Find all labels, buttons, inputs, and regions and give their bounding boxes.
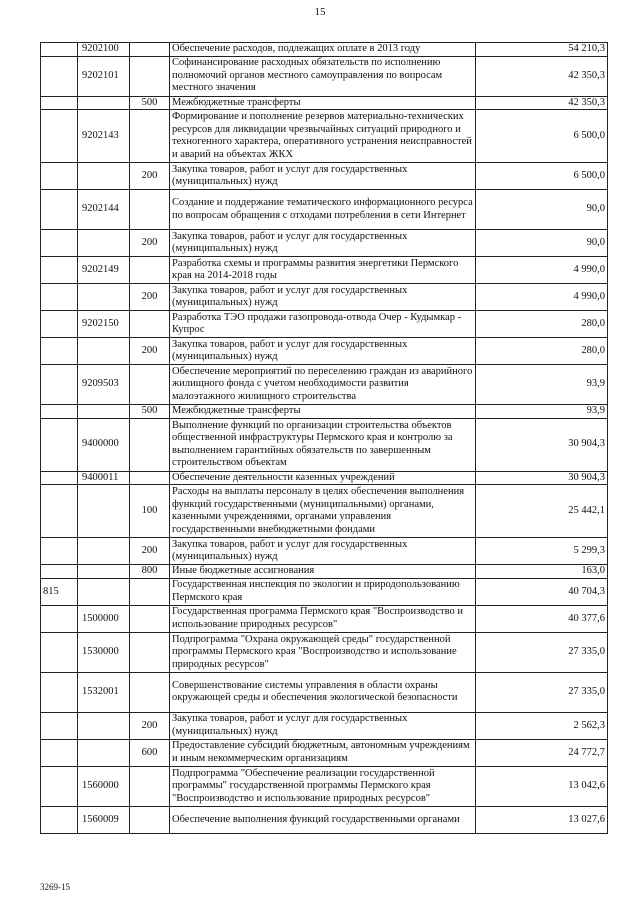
expense-type-cell: 500 bbox=[130, 405, 170, 419]
department-code-cell bbox=[41, 418, 78, 471]
amount-cell: 40 704,3 bbox=[476, 578, 608, 605]
table-row bbox=[41, 766, 608, 806]
expense-type-cell bbox=[130, 578, 170, 605]
table-row bbox=[41, 538, 608, 565]
amount-cell: 25 442,1 bbox=[476, 485, 608, 538]
target-code-cell: 9202100 bbox=[78, 43, 130, 57]
department-code-cell bbox=[41, 471, 78, 485]
expense-type-cell: 200 bbox=[130, 538, 170, 565]
table-row bbox=[41, 284, 608, 311]
expense-type-cell bbox=[130, 766, 170, 806]
amount-cell: 13 027,6 bbox=[476, 806, 608, 833]
department-code-cell bbox=[41, 806, 78, 833]
target-code-cell bbox=[78, 96, 130, 110]
description-cell: Межбюджетные трансферты bbox=[170, 405, 476, 419]
table-row bbox=[41, 338, 608, 365]
amount-cell: 24 772,7 bbox=[476, 739, 608, 766]
amount-cell: 93,9 bbox=[476, 365, 608, 405]
expense-type-cell bbox=[130, 365, 170, 405]
description-cell: Совершенствование системы управления в области охраны окружающей среды и обеспечения экологической безопасности bbox=[170, 672, 476, 712]
target-code-cell: 9202149 bbox=[78, 257, 130, 284]
target-code-cell bbox=[78, 739, 130, 766]
department-code-cell bbox=[41, 485, 78, 538]
department-code-cell bbox=[41, 605, 78, 632]
amount-cell: 40 377,6 bbox=[476, 605, 608, 632]
amount-cell: 42 350,3 bbox=[476, 96, 608, 110]
description-cell: Закупка товаров, работ и услуг для государственных (муниципальных) нужд bbox=[170, 712, 476, 739]
table-row bbox=[41, 739, 608, 766]
table-row bbox=[41, 565, 608, 579]
table-row bbox=[41, 471, 608, 485]
description-cell: Подпрограмма "Обеспечение реализации государственной программы" государственной программы Пермского края "Воспроизводство и использование природных ресурсов" bbox=[170, 766, 476, 806]
description-cell: Подпрограмма "Охрана окружающей среды" государственной программы Пермского края "Воспроизводство и использование природных ресурсов" bbox=[170, 632, 476, 672]
target-code-cell bbox=[78, 712, 130, 739]
table-row bbox=[41, 43, 608, 57]
description-cell: Обеспечение деятельности казенных учреждений bbox=[170, 471, 476, 485]
target-code-cell: 9400000 bbox=[78, 418, 130, 471]
expense-type-cell bbox=[130, 471, 170, 485]
department-code-cell bbox=[41, 257, 78, 284]
department-code-cell bbox=[41, 43, 78, 57]
expense-type-cell bbox=[130, 190, 170, 230]
expense-type-cell: 200 bbox=[130, 712, 170, 739]
table-row bbox=[41, 418, 608, 471]
department-code-cell bbox=[41, 538, 78, 565]
table-row bbox=[41, 96, 608, 110]
department-code-cell bbox=[41, 766, 78, 806]
target-code-cell bbox=[78, 338, 130, 365]
department-code-cell bbox=[41, 284, 78, 311]
department-code-cell bbox=[41, 338, 78, 365]
expense-type-cell bbox=[130, 311, 170, 338]
description-cell: Выполнение функций по организации строительства объектов общественной инфраструктуры Пермского края и контролю за выполнением гарантийных обязательств по завершенным строительством объектам bbox=[170, 418, 476, 471]
description-cell: Закупка товаров, работ и услуг для государственных (муниципальных) нужд bbox=[170, 538, 476, 565]
amount-cell: 30 904,3 bbox=[476, 418, 608, 471]
table-row bbox=[41, 56, 608, 96]
table-row bbox=[41, 257, 608, 284]
description-cell: Государственная инспекция по экологии и природопользованию Пермского края bbox=[170, 578, 476, 605]
table-row bbox=[41, 405, 608, 419]
department-code-cell bbox=[41, 110, 78, 163]
expense-type-cell: 100 bbox=[130, 485, 170, 538]
amount-cell: 93,9 bbox=[476, 405, 608, 419]
target-code-cell: 1530000 bbox=[78, 632, 130, 672]
amount-cell: 4 990,0 bbox=[476, 257, 608, 284]
target-code-cell: 9202143 bbox=[78, 110, 130, 163]
target-code-cell bbox=[78, 405, 130, 419]
table-row bbox=[41, 230, 608, 257]
target-code-cell bbox=[78, 538, 130, 565]
department-code-cell: 815 bbox=[41, 578, 78, 605]
table-row bbox=[41, 163, 608, 190]
expense-type-cell: 600 bbox=[130, 739, 170, 766]
description-cell: Софинансирование расходных обязательств по исполнению полномочий органов местного самоуправления по вопросам местного значения bbox=[170, 56, 476, 96]
amount-cell: 4 990,0 bbox=[476, 284, 608, 311]
target-code-cell: 9400011 bbox=[78, 471, 130, 485]
target-code-cell: 1500000 bbox=[78, 605, 130, 632]
description-cell: Закупка товаров, работ и услуг для государственных (муниципальных) нужд bbox=[170, 338, 476, 365]
table-row bbox=[41, 311, 608, 338]
table-row bbox=[41, 365, 608, 405]
description-cell: Формирование и пополнение резервов материально-технических ресурсов для ликвидации чрезвычайных ситуаций природного и техногенного характера, оперативного устранения неисправностей и аварий на объектах ЖКХ bbox=[170, 110, 476, 163]
expense-type-cell bbox=[130, 806, 170, 833]
expense-type-cell bbox=[130, 605, 170, 632]
expense-type-cell: 500 bbox=[130, 96, 170, 110]
target-code-cell: 9202150 bbox=[78, 311, 130, 338]
description-cell: Расходы на выплаты персоналу в целях обеспечения выполнения функций государственными (муниципальными) органами, казенными учреждениями, органами управления государственными внебюджетными фондами bbox=[170, 485, 476, 538]
target-code-cell bbox=[78, 230, 130, 257]
expense-type-cell bbox=[130, 110, 170, 163]
amount-cell: 280,0 bbox=[476, 311, 608, 338]
target-code-cell bbox=[78, 485, 130, 538]
department-code-cell bbox=[41, 230, 78, 257]
target-code-cell bbox=[78, 284, 130, 311]
amount-cell: 280,0 bbox=[476, 338, 608, 365]
expense-type-cell: 800 bbox=[130, 565, 170, 579]
department-code-cell bbox=[41, 565, 78, 579]
amount-cell: 90,0 bbox=[476, 190, 608, 230]
department-code-cell bbox=[41, 163, 78, 190]
target-code-cell: 1532001 bbox=[78, 672, 130, 712]
department-code-cell bbox=[41, 739, 78, 766]
table-row bbox=[41, 806, 608, 833]
description-cell: Закупка товаров, работ и услуг для государственных (муниципальных) нужд bbox=[170, 163, 476, 190]
description-cell: Иные бюджетные ассигнования bbox=[170, 565, 476, 579]
expense-type-cell bbox=[130, 56, 170, 96]
expense-type-cell bbox=[130, 672, 170, 712]
amount-cell: 5 299,3 bbox=[476, 538, 608, 565]
expense-type-cell: 200 bbox=[130, 163, 170, 190]
document-code: 3269-15 bbox=[40, 882, 70, 892]
expense-type-cell bbox=[130, 632, 170, 672]
table-row bbox=[41, 712, 608, 739]
department-code-cell bbox=[41, 365, 78, 405]
table-row bbox=[41, 605, 608, 632]
table-row bbox=[41, 485, 608, 538]
amount-cell: 163,0 bbox=[476, 565, 608, 579]
department-code-cell bbox=[41, 56, 78, 96]
department-code-cell bbox=[41, 672, 78, 712]
amount-cell: 6 500,0 bbox=[476, 110, 608, 163]
department-code-cell bbox=[41, 405, 78, 419]
table-body bbox=[41, 43, 608, 834]
target-code-cell bbox=[78, 163, 130, 190]
table-row bbox=[41, 632, 608, 672]
description-cell: Разработка схемы и программы развития энергетики Пермского края на 2014-2018 годы bbox=[170, 257, 476, 284]
expense-type-cell bbox=[130, 43, 170, 57]
amount-cell: 30 904,3 bbox=[476, 471, 608, 485]
department-code-cell bbox=[41, 96, 78, 110]
table-row bbox=[41, 110, 608, 163]
amount-cell: 90,0 bbox=[476, 230, 608, 257]
department-code-cell bbox=[41, 712, 78, 739]
amount-cell: 13 042,6 bbox=[476, 766, 608, 806]
department-code-cell bbox=[41, 632, 78, 672]
description-cell: Предоставление субсидий бюджетным, автономным учреждениям и иным некоммерческим организациям bbox=[170, 739, 476, 766]
page-number: 15 bbox=[314, 6, 326, 18]
table-row bbox=[41, 578, 608, 605]
target-code-cell bbox=[78, 578, 130, 605]
description-cell: Закупка товаров, работ и услуг для государственных (муниципальных) нужд bbox=[170, 230, 476, 257]
amount-cell: 42 350,3 bbox=[476, 56, 608, 96]
description-cell: Закупка товаров, работ и услуг для государственных (муниципальных) нужд bbox=[170, 284, 476, 311]
description-cell: Обеспечение расходов, подлежащих оплате в 2013 году bbox=[170, 43, 476, 57]
expense-type-cell bbox=[130, 418, 170, 471]
expense-type-cell bbox=[130, 257, 170, 284]
description-cell: Обеспечение мероприятий по переселению граждан из аварийного жилищного фонда с учетом необходимости развития малоэтажного жилищного строительства bbox=[170, 365, 476, 405]
expense-type-cell: 200 bbox=[130, 284, 170, 311]
department-code-cell bbox=[41, 190, 78, 230]
description-cell: Межбюджетные трансферты bbox=[170, 96, 476, 110]
expense-type-cell: 200 bbox=[130, 230, 170, 257]
amount-cell: 27 335,0 bbox=[476, 672, 608, 712]
amount-cell: 6 500,0 bbox=[476, 163, 608, 190]
target-code-cell: 9202101 bbox=[78, 56, 130, 96]
description-cell: Обеспечение выполнения функций государственными органами bbox=[170, 806, 476, 833]
amount-cell: 2 562,3 bbox=[476, 712, 608, 739]
description-cell: Разработка ТЭО продажи газопровода-отвода Очер - Кудымкар - Купрос bbox=[170, 311, 476, 338]
description-cell: Создание и поддержание тематического информационного ресурса по вопросам обращения с отходами потребления в сети Интернет bbox=[170, 190, 476, 230]
target-code-cell: 9209503 bbox=[78, 365, 130, 405]
table-row bbox=[41, 190, 608, 230]
target-code-cell: 1560000 bbox=[78, 766, 130, 806]
expense-type-cell: 200 bbox=[130, 338, 170, 365]
description-cell: Государственная программа Пермского края "Воспроизводство и использование природных ресурсов" bbox=[170, 605, 476, 632]
amount-cell: 54 210,3 bbox=[476, 43, 608, 57]
department-code-cell bbox=[41, 311, 78, 338]
table-row bbox=[41, 672, 608, 712]
target-code-cell bbox=[78, 565, 130, 579]
target-code-cell: 1560009 bbox=[78, 806, 130, 833]
amount-cell: 27 335,0 bbox=[476, 632, 608, 672]
budget-table bbox=[40, 42, 608, 834]
target-code-cell: 9202144 bbox=[78, 190, 130, 230]
